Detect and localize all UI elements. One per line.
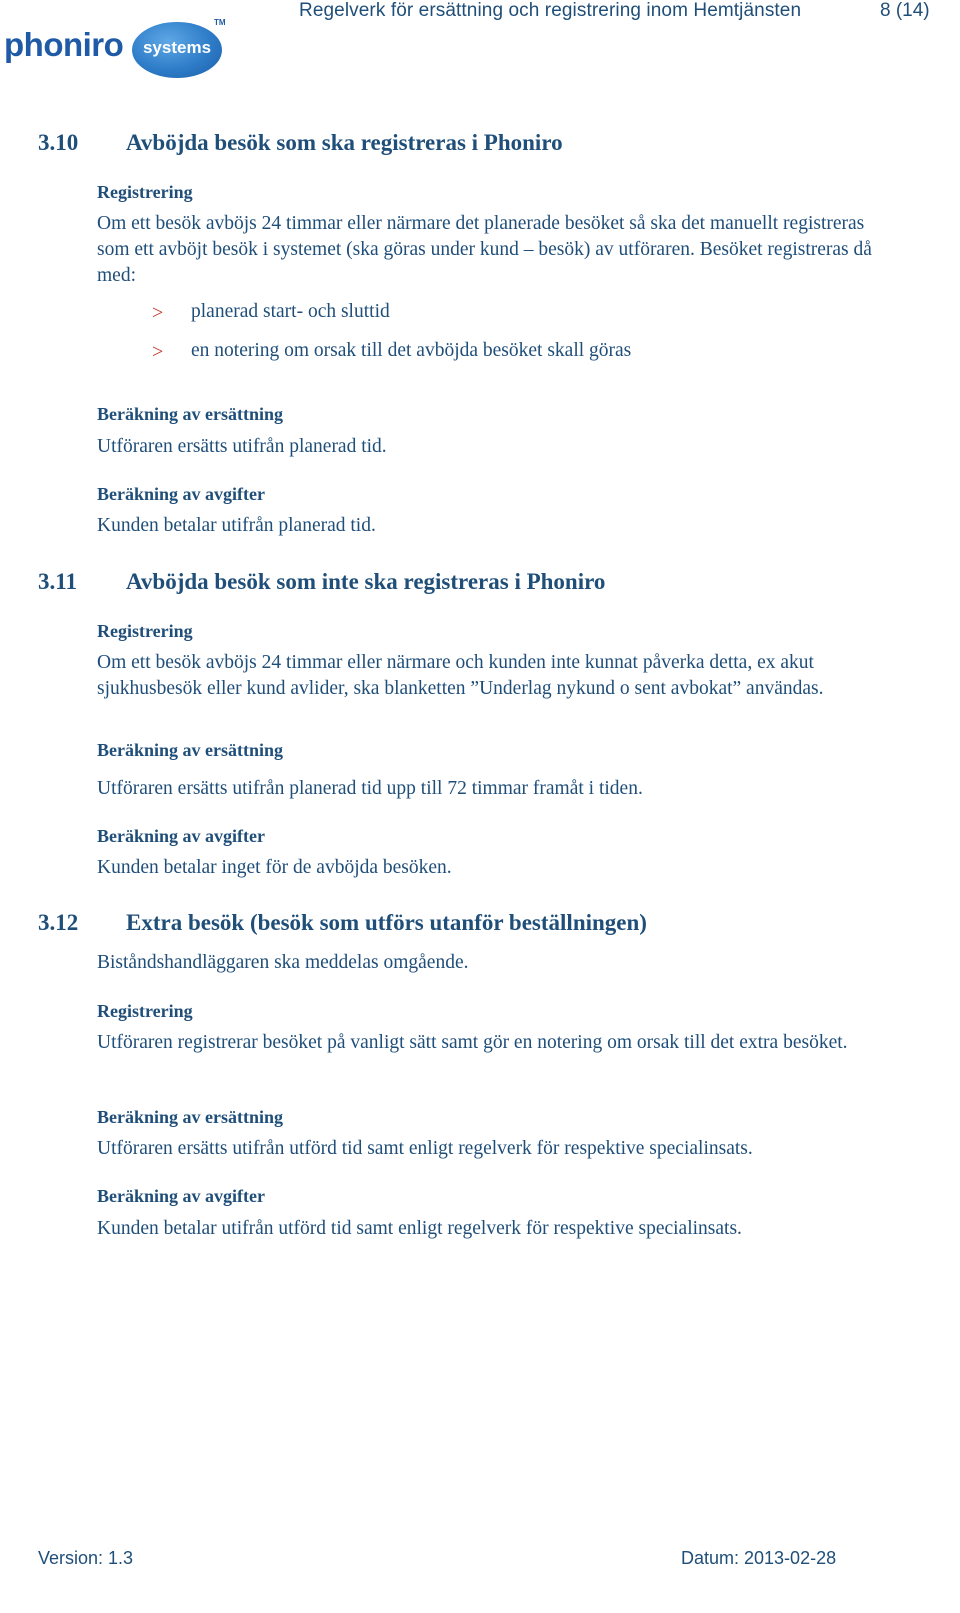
section-3-12-registrering-heading: Registrering [97,1001,193,1021]
section-3-10-number: 3.10 [38,130,79,155]
logo-badge-text: systems [142,38,212,57]
section-3-12-ersattning-text: Utföraren ersätts utifrån utförd tid samt enligt regelverk för respektive specialinsats. [97,1138,753,1159]
section-3-12-avgifter-text: Kunden betalar utifrån utförd tid samt enligt regelverk för respektive specialinsats. [97,1218,742,1239]
section-3-11-avgifter-heading: Beräkning av avgifter [97,826,265,846]
section-3-10-registrering-heading: Registrering [97,182,193,202]
page-number: 8 (14) [880,0,930,21]
footer-version: Version: 1.3 [38,1548,134,1568]
section-3-11-number: 3.11 [38,569,77,594]
section-3-10-ersattning-text: Utföraren ersätts utifrån planerad tid. [97,436,387,457]
section-3-11-title: Avböjda besök som inte ska registreras i Phoniro [126,569,606,594]
section-3-10-title: Avböjda besök som ska registreras i Phoniro [126,130,563,155]
section-3-12-registrering-text: Utföraren registrerar besöket på vanligt sätt samt gör en notering om orsak till det extra besöket. [97,1032,848,1053]
section-3-10-bullet: planerad start- och sluttid [191,301,390,322]
section-3-10-registrering-text: Om ett besök avböjs 24 timmar eller närmare det planerade besöket så ska det manuellt registreras som ett avböjt besök i systemet (ska göras under kund – besök) av utföraren. Besöket registreras då med: [97,213,872,286]
document-header-title: Regelverk för ersättning och registrering inom Hemtjänsten [299,0,802,21]
section-3-11-ersattning-text: Utföraren ersätts utifrån planerad tid upp till 72 timmar framåt i tiden. [97,778,643,799]
footer-date: Datum: 2013-02-28 [681,1548,837,1568]
section-3-10-avgifter-text: Kunden betalar utifrån planerad tid. [97,515,376,536]
bullet-marker: > [152,341,164,363]
section-3-11-registrering-text: Om ett besök avböjs 24 timmar eller närmare och kunden inte kunnat påverka detta, ex akut sjukhusbesök eller kund avlider, ska blanketten ”Underlag nykund o sent avbokat” användas. [97,652,824,699]
section-3-12-avgifter-heading: Beräkning av avgifter [97,1186,265,1206]
logo-badge [132,22,222,78]
section-3-10-bullet: en notering om orsak till det avböjda besöket skall göras [191,340,632,361]
phoniro-systems-logo [4,18,226,80]
logo-trademark: TM [214,18,226,27]
section-3-10-ersattning-heading: Beräkning av ersättning [97,404,284,424]
section-3-12-title: Extra besök (besök som utförs utanför beställningen) [126,910,647,935]
bullet-marker: > [152,302,164,324]
section-3-11-registrering-heading: Registrering [97,621,193,641]
section-3-10-avgifter-heading: Beräkning av avgifter [97,484,265,504]
section-3-12-number: 3.12 [38,910,79,935]
section-3-12-ersattning-heading: Beräkning av ersättning [97,1107,284,1127]
section-3-11-ersattning-heading: Beräkning av ersättning [97,740,284,760]
section-3-12-intro: Biståndshandläggaren ska meddelas omgående. [97,952,469,973]
logo-wordmark: phoniro [4,26,124,63]
section-3-11-avgifter-text: Kunden betalar inget för de avböjda besöken. [97,857,452,878]
